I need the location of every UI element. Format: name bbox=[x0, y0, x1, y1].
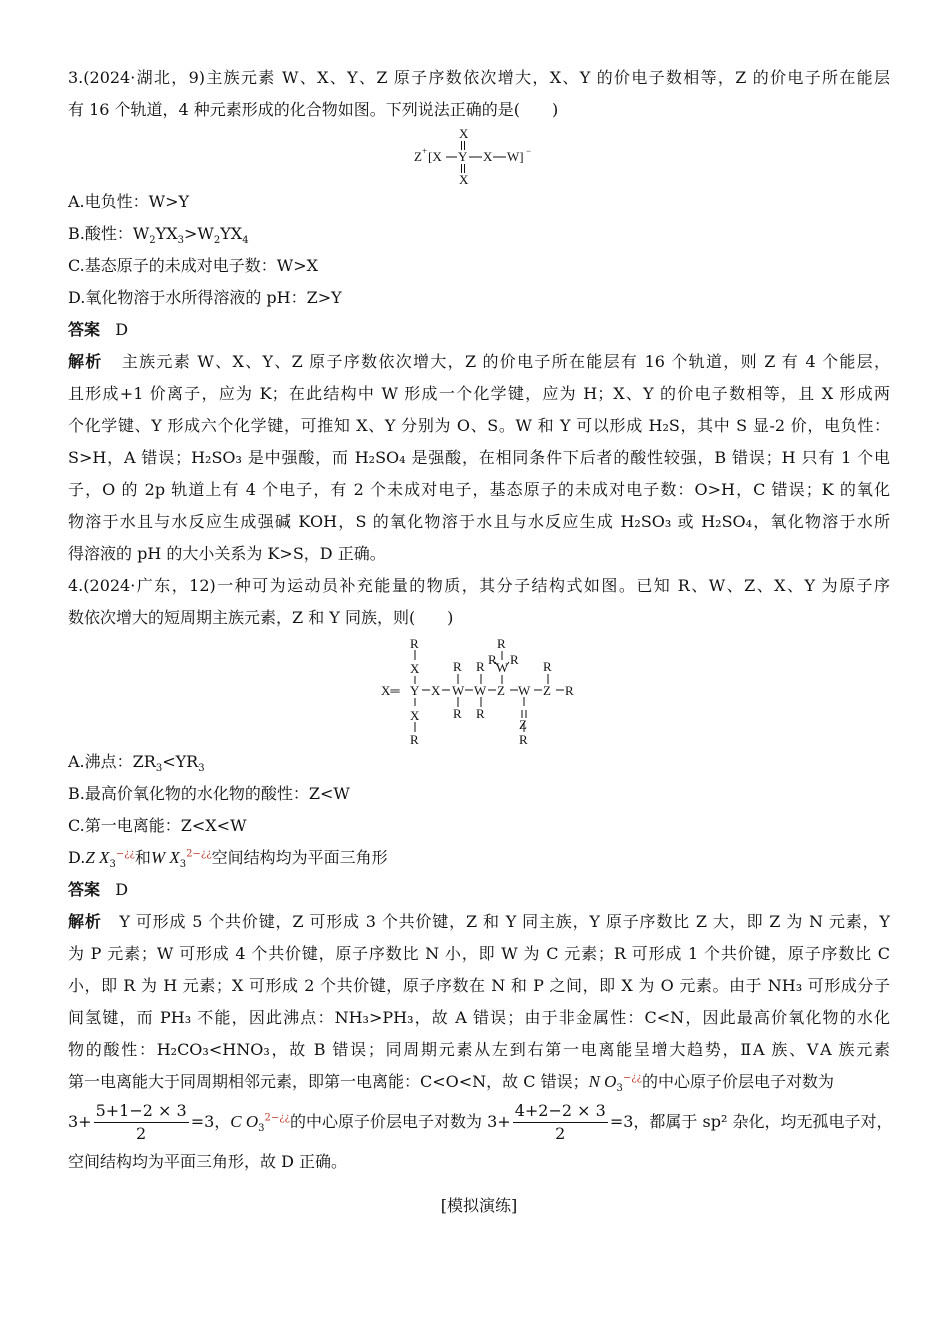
section-title: [模拟演练] bbox=[440, 1196, 518, 1215]
q3-fig-z: Z bbox=[414, 149, 422, 164]
q3-fig-x-mid: X bbox=[483, 149, 493, 164]
q4-analysis-line1: 解析 Y 可形成 5 个共价键，Z 可形成 3 个共价键，Z 和 Y 同主族，Y 原子序数比 Z 大，即 Z 为 N 元素，Y bbox=[68, 912, 890, 931]
q4-option-a: A.沸点：$ZR_3<YR_3$ bbox=[68, 752, 205, 775]
fraction-2: $\frac{4+2-2 \times 3}{2}$ bbox=[514, 1101, 606, 1143]
q3-fig-y: Y bbox=[458, 149, 468, 164]
q4-fig-r6: R bbox=[476, 706, 485, 721]
q4-option-d: D.Z $X_3^{-¿¿}$和W $X_3^{2-¿¿}$空间结构均为平面三角形 bbox=[68, 848, 388, 871]
answer-label: 答案 bbox=[68, 320, 101, 339]
q3-option-c: C.基态原子的未成对电子数：W>X bbox=[68, 256, 319, 275]
q4-fig-w3: W bbox=[496, 660, 509, 675]
q4-fig-dbl-x: X═ bbox=[381, 683, 400, 698]
q4-fig-r5: R bbox=[476, 659, 485, 674]
answer-value: D bbox=[115, 880, 129, 899]
q4-option-c: C.第一电离能：Z<X<W bbox=[68, 816, 247, 835]
q4-fig-x2: X bbox=[410, 708, 420, 723]
q4-stem-line2: 数依次增大的短周期主族元素，Z 和 Y 同族，则( ) bbox=[68, 608, 454, 627]
fraction-1: $\frac{5+1-2 \times 3}{2}$ bbox=[95, 1101, 187, 1143]
q3-option-b: B.酸性：$W_2YX_3>W_2YX_4$ bbox=[68, 224, 249, 247]
q3-fig-top-x: X bbox=[459, 126, 469, 141]
q4-fig-r11: R bbox=[543, 659, 552, 674]
q3-fig-bracket-x: [X bbox=[428, 149, 442, 164]
q4-fig-r2: R bbox=[410, 732, 419, 746]
q3-fig-w: W] bbox=[507, 149, 524, 164]
q4-option-b: B.最高价氧化物的水化物的酸性：Z<W bbox=[68, 784, 350, 803]
q4-structure-svg bbox=[68, 634, 890, 746]
q4-fig-w4: W bbox=[518, 683, 531, 698]
q3-analysis-line2: 且形成+1 价离子，应为 K；在此结构中 W 形成一个化学键，应为 H；X、Y 的价电子数相等，且 X 形成两 bbox=[68, 384, 890, 403]
answer-value: D bbox=[115, 320, 129, 339]
q3-analysis-line7: 得溶液的 pH 的大小关系为 K>S，D 正确。 bbox=[68, 544, 386, 563]
q4-fig-r4: R bbox=[453, 706, 462, 721]
q3-structure-svg bbox=[68, 126, 890, 186]
q3-structure-figure bbox=[68, 126, 890, 186]
document-page bbox=[68, 62, 893, 1222]
q3-fig-minus: − bbox=[526, 146, 532, 156]
q4-fig-z2: Z bbox=[519, 717, 527, 732]
q4-fig-x1: X bbox=[410, 661, 420, 676]
q4-stem-line1: 4.(2024·广东，12)一种可为运动员补充能量的物质，其分子结构式如图。已知 R、W、Z、X、Y 为原子序 bbox=[68, 576, 890, 595]
q3-option-a: A.电负性：W>Y bbox=[68, 192, 190, 211]
q4-structure-figure bbox=[68, 634, 890, 746]
q3-analysis-line3: 个化学键、Y 形成六个化学键，可推知 X、Y 分别为 O、S。W 和 Y 可以形成 H₂S，其中 S 显-2 价，电负性： bbox=[68, 416, 890, 435]
q4-analysis-line6: 第一电离能大于同周期相邻元素，即第一电离能：C<O<N，故 C 错误；N $O_3^{-¿¿}$的中心原子价层电子对数为 bbox=[68, 1072, 834, 1095]
answer-label: 答案 bbox=[68, 880, 101, 899]
analysis-label: 解析 bbox=[68, 912, 102, 931]
q4-analysis-line5: 物的酸性：H₂CO₃<HNO₃，故 B 错误；同周期元素从左到右第一电离能呈增大趋势，ⅡA 族、ⅤA 族元素 bbox=[68, 1040, 890, 1059]
q4-fig-y: Y bbox=[410, 683, 420, 698]
q4-analysis-line3: 小，即 R 为 H 元素；X 可形成 2 个共价键，原子序数在 N 和 P 之间，即 X 为 O 元素。由于 NH₃ 可形成分子 bbox=[68, 976, 890, 995]
q3-analysis-line1: 解析 主族元素 W、X、Y、Z 原子序数依次增大，Z 的价电子所在能层有 16 个轨道，则 Z 有 4 个能层， bbox=[68, 352, 890, 371]
q4-fig-z1: Z bbox=[497, 683, 505, 698]
q4-analysis-line4: 间氢键，而 PH₃ 不能，因此沸点：NH₃>PH₃，故 A 错误；由于非金属性：C<N，因此最高价氧化物的水化 bbox=[68, 1008, 890, 1027]
q4-analysis-fraction-line: 3+ $\frac{5+1-2 \times 3}{2}$ =3，C $O_3^{2-¿¿}$的中心原子价层电子对数为 3+ $\frac{4+2-2 \times 3}{2}$ =3，都属于 sp² 杂化，均无孤电子对， bbox=[68, 1101, 893, 1143]
q4-fig-w2: W bbox=[474, 683, 487, 698]
q3-answer bbox=[68, 314, 890, 346]
q4-fig-r7: R bbox=[497, 636, 506, 651]
q3-analysis-line5: 子，O 的 2p 轨道上有 4 个电子，有 2 个未成对电子，基态原子的未成对电子数：O>H，C 错误；K 的氧化 bbox=[68, 480, 890, 499]
q4-answer bbox=[68, 874, 890, 906]
q3-fig-bottom-x: X bbox=[459, 172, 469, 186]
q4-fig-z3: Z bbox=[543, 683, 551, 698]
q4-fig-r10: R bbox=[519, 732, 528, 746]
q3-analysis-line6: 物溶于水且与水反应生成强碱 KOH，S 的氧化物溶于水且与水反应生成 H₂SO₃ 或 H₂SO₄，氧化物溶于水所 bbox=[68, 512, 890, 531]
q4-analysis-last-line: 空间结构均为平面三角形，故 D 正确。 bbox=[68, 1152, 348, 1171]
q3-stem-line2: 有 16 个轨道，4 种元素形成的化合物如图。下列说法正确的是( ) bbox=[68, 100, 559, 119]
q3-option-d: D.氧化物溶于水所得溶液的 pH：Z>Y bbox=[68, 288, 342, 307]
q4-fig-x3: X bbox=[431, 683, 441, 698]
q4-fig-r8: R bbox=[488, 652, 497, 667]
q4-fig-r12: R bbox=[565, 683, 574, 698]
q3-analysis-line4: S>H，A 错误；H₂SO₃ 是中强酸，而 H₂SO₄ 是强酸，在相同条件下后者的酸性较强，B 错误；H 只有 1 个电 bbox=[68, 448, 890, 467]
q3-fig-plus: + bbox=[422, 146, 428, 156]
q4-fig-r1: R bbox=[410, 636, 419, 651]
q4-fig-r9: R bbox=[510, 652, 519, 667]
analysis-label: 解析 bbox=[68, 352, 103, 371]
q3-stem-line1: 3.(2024·湖北，9)主族元素 W、X、Y、Z 原子序数依次增大，X、Y 的价电子数相等，Z 的价电子所在能层 bbox=[68, 68, 890, 87]
q4-fig-w1: W bbox=[452, 683, 465, 698]
q4-analysis-line2: 为 P 元素；W 可形成 4 个共价键，原子序数比 N 小，即 W 为 C 元素；R 可形成 1 个共价键，原子序数比 C bbox=[68, 944, 890, 963]
q4-fig-r3: R bbox=[453, 659, 462, 674]
